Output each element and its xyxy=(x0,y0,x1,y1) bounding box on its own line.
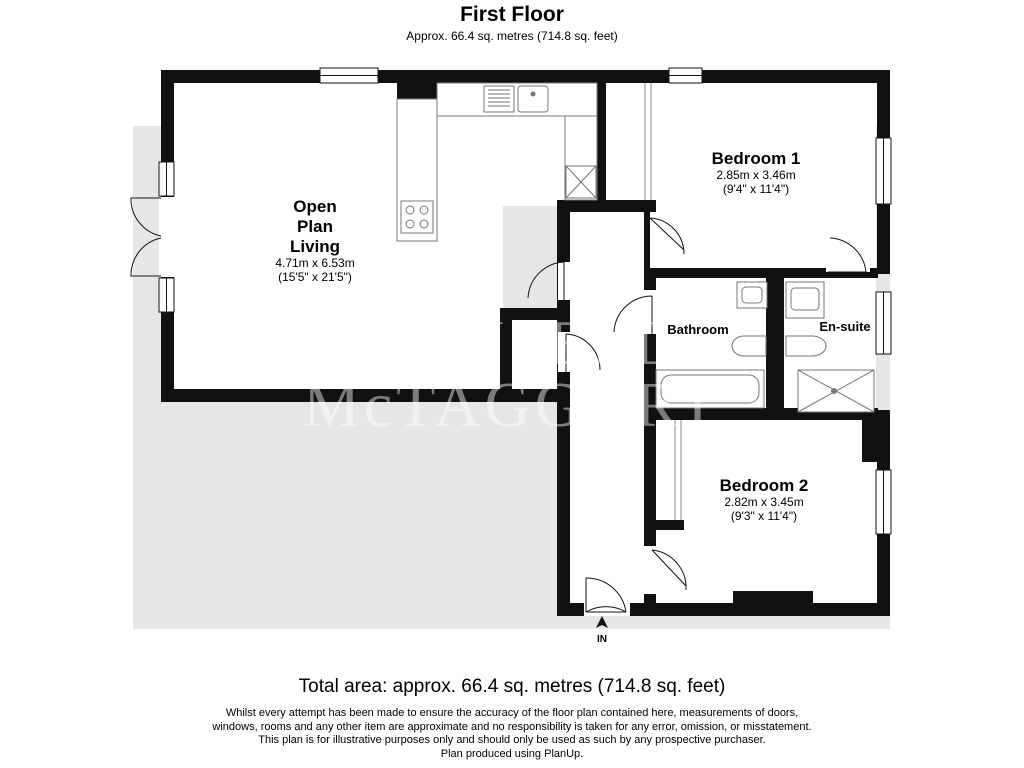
wall-bath-ensuite xyxy=(766,274,784,414)
bathroom-label: Bathroom xyxy=(667,322,729,337)
disclaimer-line: Plan produced using PlanUp. xyxy=(440,747,584,760)
hob-icon xyxy=(401,201,433,233)
disclaimer xyxy=(112,707,912,761)
wall-kitchen-partition xyxy=(597,83,606,200)
ensuite-label: En-suite xyxy=(819,319,871,334)
kitchen-worktop-top xyxy=(437,83,597,116)
radiator-block xyxy=(733,591,813,605)
wall-top xyxy=(161,70,890,83)
living-label-line-1: Open xyxy=(293,197,337,216)
watermark-line-1: MANSELL xyxy=(346,307,678,378)
living-label-line-2: Plan xyxy=(297,217,333,236)
total-area: Total area: approx. 66.4 sq. metres (714.8 sq. feet) xyxy=(298,676,726,697)
disclaimer-line: Whilst every attempt has been made to ensure the accuracy of the floor plan contained here, measurements of doors, xyxy=(225,707,799,719)
wall-bed2-wardrobe xyxy=(644,520,684,530)
bedroom1-label: Bedroom 1 xyxy=(711,149,801,168)
kitchen-column xyxy=(397,83,437,99)
disclaimer-line: This plan is for illustrative purposes only and should only be used as such by any prospective purchaser. xyxy=(258,734,766,746)
living-size-metric: 4.71m x 6.53m xyxy=(275,256,355,270)
bedroom1-size-imperial: (9'4" x 11'4") xyxy=(722,182,790,196)
watermark-line-2: McTAGGART xyxy=(302,369,722,440)
floor-title: First Floor xyxy=(460,3,564,26)
bedroom2-size-imperial: (9'3" x 11'4") xyxy=(730,509,798,523)
wall-hall-top xyxy=(557,200,656,212)
bedroom1-size-metric: 2.85m x 3.46m xyxy=(716,168,796,182)
ensuite-wc-icon xyxy=(786,336,826,356)
entrance-label: IN xyxy=(597,634,607,645)
bedroom2-size-metric: 2.82m x 3.45m xyxy=(724,495,804,509)
disclaimer-line: windows, rooms and any other item are approximate and no responsibility is taken for any error, omission, or misstatement. xyxy=(212,720,812,733)
floor-area-subtitle: Approx. 66.4 sq. metres (714.8 sq. feet) xyxy=(406,29,618,43)
bedroom2-label: Bedroom 2 xyxy=(719,476,809,495)
living-label-line-3: Living xyxy=(289,237,341,256)
living-size-imperial: (15'5" x 21'5") xyxy=(278,270,352,284)
sink-icon xyxy=(518,86,548,112)
ensuite-corner-block xyxy=(862,410,878,462)
bathroom-wc-icon xyxy=(732,336,766,356)
